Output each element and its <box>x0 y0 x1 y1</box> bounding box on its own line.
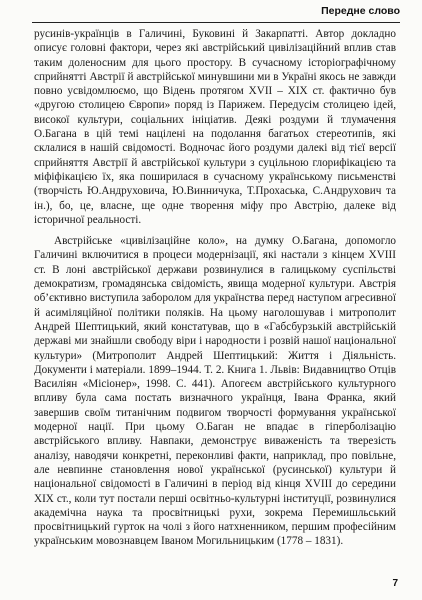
paragraph-2: Австрійське «цивілізаційне коло», на думку О.Багана, допомогло Галичині включитися в процеси модернізації, які настали з кінцем XVIII ст. В лоні австрійської держави розвинулися в галицькому суспільстві демократизм, громадянська свідомість, явища модерної культури. Австрія об’єктивно виступила заборолом для українства перед наступом агресивної й асиміляційної політики поляків. На цьому наголошував і митрополит Андрей Шептицький, який констатував, що в «Габсбурзькій австрійській державі ми знайшли свободу віри і народности і розвій нашої національної культури» (Митрополит Андрей Шептицький: Життя і Діяльність. Документи і матеріали. 1899–1944. Т. 2. Книга 1. Львів: Видавництво Отців Василіян «Місіонер», 1998. С. 441). Апогеєм австрійського культурного впливу була сама постать визначного українця, Івана Франка, який завершив своїм титанічним подвигом творчості формування української модерної нації. При цьому О.Баган не впадає в гіперболізацію австрійського впливу. Навпаки, демонструє виваженість та тверезість аналізу, наводячи конкретні, переконливі факти, наприклад, про повільне, але невпинне становлення нової української (русинської) культури й національної свідомості в Галичині в період від кінця XVIII до середини XIX ст., коли тут постали перші освітньо-культурні інституції, розвинулися академічна наука та просвітницькі рухи, зокрема Перемишльський просвітницький гурток на чолі з його натхненником, першим професійним українським мовознавцем Іваном Могильницьким (1778 – 1831). <box>34 235 396 548</box>
header-divider <box>32 22 400 23</box>
paragraph-1: русинів-українців в Галичині, Буковині й Закарпатті. Автор докладно описує головні фактори, через які австрійський цивілізаційний вплив став таким доленосним для цього простору. В сучасному історіографічному сприйнятті Австрії й австрійської минувшини ми в Україні якось не завжди повно усвідомлюємо, що Відень протягом XVII – XIX ст. фактично був «другою столицею Європи» поряд із Парижем. Передусім столицею ідей, високої культури, соціальних ініціатив. Деякі роздуми й тлумачення О.Багана в цій темі націлені на подолання багатьох стереотипів, які склалися в нашій свідомості. Водночас його роздуми далекі від тієї версії сприйняття Австрії й австрійської культури з суцільною глорифікацією та міфіфікацією їх, яка поширилася в сучасному українському письменстві (творчість Ю.Андруховича, Ю.Винничука, Т.Прохаська, С.Андрухович та ін.), бо, це, власне, ще одне творення міфу про Австрію, далеке від історичної реальності. <box>34 28 396 226</box>
body-text <box>34 27 396 549</box>
page-number: 7 <box>392 578 398 589</box>
running-header: Передне слово <box>321 5 400 17</box>
